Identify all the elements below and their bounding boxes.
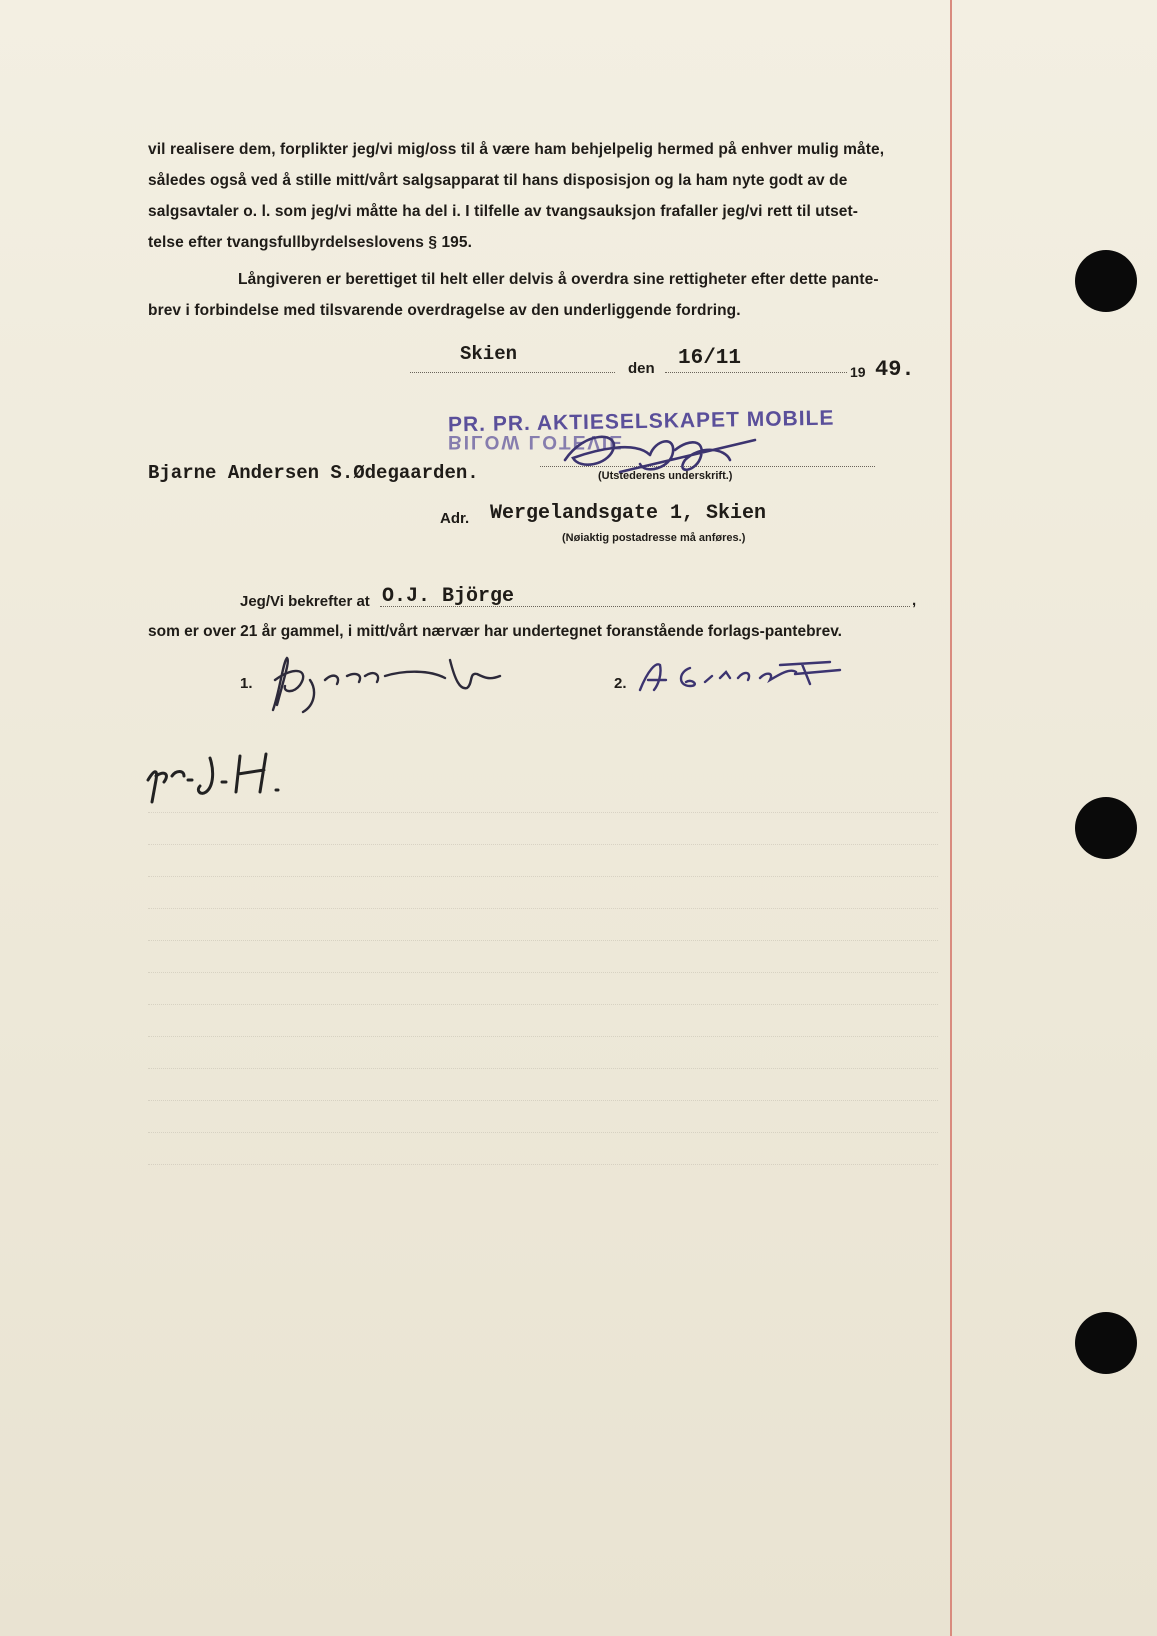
witness-signature-2-icon [630,650,890,700]
bleed-line [148,886,938,909]
bleed-line [148,950,938,973]
adr-label: Adr. [440,510,470,527]
witness-name: O.J. Björge [382,585,515,608]
confirm-label: Jeg/Vi bekrefter at [240,593,370,610]
bleed-line [148,822,938,845]
bleed-line [148,1046,938,1069]
bleed-line [148,1078,938,1101]
text-line: Långiveren er berettiget til helt eller delvis å overdra sine rettigheter efter dette pante- [238,271,879,288]
company-stamp: PR. PR. AKTIESELSKAPET MOBILE [447,406,835,437]
place-name: Skien [460,343,518,365]
signer-caption: (Utstederens underskrift.) [598,470,733,482]
paragraph-obligations [148,134,918,258]
age-statement: som er over 21 år gammel, i mitt/vårt nærvær har undertegnet foranstående forlags-pantebrev. [148,623,842,640]
punch-hole-icon [1075,1312,1137,1374]
comma: , [912,592,917,609]
address-value: Wergelandsgate 1, Skien [490,502,767,525]
bleed-line [148,1110,938,1133]
address-caption: (Nøiaktig postadresse må anføres.) [562,532,746,544]
bleed-line [148,982,938,1005]
company-stamp-offset: BILOW LOTEVIE [448,431,624,452]
bleed-line [148,1014,938,1037]
borrower-names: Bjarne Andersen S.Ødegaarden. [148,462,479,484]
bleed-through-area [148,790,938,1165]
punch-hole-icon [1075,797,1137,859]
issuer-signature-icon [525,420,765,490]
den-label: den [628,360,655,377]
witness-number-1: 1. [240,675,253,692]
paragraph-assignment [148,264,918,326]
red-margin-line [950,0,952,1636]
bleed-line [148,854,938,877]
year-prefix: 19 [850,364,866,380]
punch-hole-icon [1075,250,1137,312]
witness-signature-1-icon [255,650,555,720]
text-line: vil realisere dem, forplikter jeg/vi mig/oss til å være ham behjelpelig hermed på enhver mulig måte, [148,141,885,158]
bleed-line [148,790,938,813]
bleed-line [148,1142,938,1165]
dotted-rule [665,372,847,373]
date-value: 16/11 [678,347,742,370]
bleed-line [148,918,938,941]
text-line: brev i forbindelse med tilsvarende overdragelse av den underliggende fordring. [148,302,741,319]
text-line: salgsavtaler o. l. som jeg/vi måtte ha del i. I tilfelle av tvangsauksjon frafaller jeg/vi rett til utset- [148,203,859,220]
text-line: således også ved å stille mitt/vårt salgsapparat til hans disposisjon og la ham nyte godt av de [148,172,848,189]
year-suffix: 49. [875,357,915,382]
witness-number-2: 2. [614,675,627,692]
text-line: telse efter tvangsfullbyrdelseslovens § 195. [148,234,473,251]
dotted-rule [380,606,910,607]
dotted-rule [410,372,615,373]
